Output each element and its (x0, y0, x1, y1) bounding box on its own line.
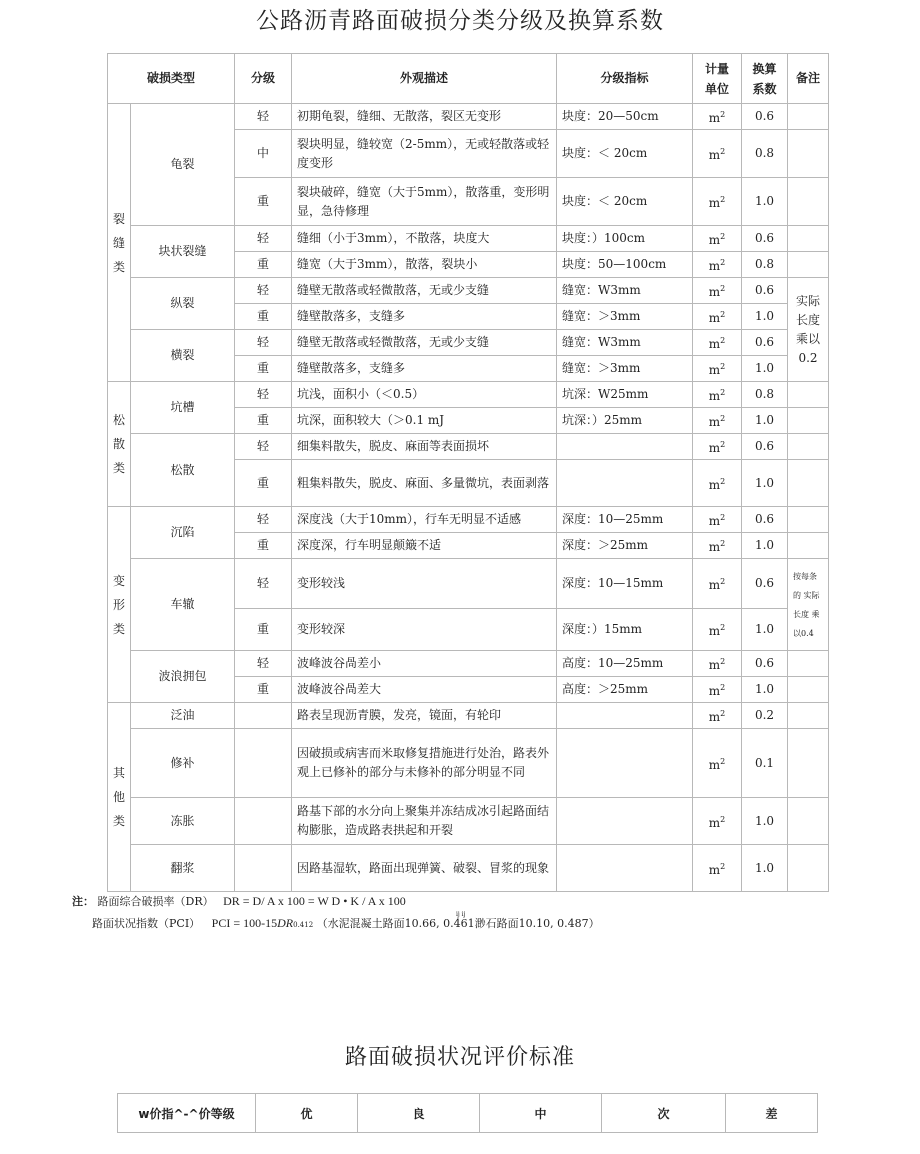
note-pci-dr: DR (277, 916, 294, 930)
index-cell: 缝宽：＞3mm (557, 304, 693, 330)
coefficient-cell: 0.6 (742, 278, 788, 304)
remark-cell (788, 226, 829, 252)
level-cell: 重 (235, 609, 292, 651)
description-cell: 缝壁无散落或轻微散落，无或少支缝 (292, 330, 557, 356)
eval-header-grade: w价指^-^价等级 (118, 1094, 256, 1133)
coefficient-cell: 1.0 (742, 356, 788, 382)
index-cell (557, 845, 693, 892)
header-level: 分级 (235, 54, 292, 104)
eval-header-poor: 差 (726, 1094, 818, 1133)
remark-cell (788, 408, 829, 434)
description-cell: 裂块破碎，缝宽（大于5mm），散落重，变形明 显，急待修理 (292, 178, 557, 226)
subtype-pumping: 翻浆 (131, 845, 235, 892)
subtype-frost-heave: 冻胀 (131, 798, 235, 845)
unit-cell: $m^2$ (693, 130, 742, 178)
level-cell: 重 (235, 304, 292, 330)
index-cell: 深度：10—25mm (557, 507, 693, 533)
coefficient-cell: 0.8 (742, 252, 788, 278)
remark-cell (788, 651, 829, 677)
header-description: 外观描述 (292, 54, 557, 104)
description-cell: 缝细（小于3mm），不散落，块度大 (292, 226, 557, 252)
unit-cell: $m^2$ (693, 677, 742, 703)
unit-cell: $m^2$ (693, 178, 742, 226)
coefficient-cell: 1.0 (742, 609, 788, 651)
index-cell: 坑深：W25mm (557, 382, 693, 408)
formula-notes (72, 893, 600, 937)
remark-cell (788, 460, 829, 507)
level-cell: 重 (235, 356, 292, 382)
description-cell: 深度浅（大于10mm），行车无明显不适感 (292, 507, 557, 533)
coefficient-cell: 0.8 (742, 130, 788, 178)
unit-cell: $m^2$ (693, 651, 742, 677)
subtype-longitudinal-crack: 纵裂 (131, 278, 235, 330)
index-cell: 坑深：）25mm (557, 408, 693, 434)
index-cell (557, 703, 693, 729)
level-cell: 轻 (235, 104, 292, 130)
index-cell (557, 729, 693, 798)
coefficient-cell: 1.0 (742, 178, 788, 226)
coefficient-cell: 0.6 (742, 434, 788, 460)
remark-cell (788, 434, 829, 460)
category-other: 其他类 (108, 703, 131, 892)
note-pci-formula (72, 915, 600, 937)
coefficient-cell: 0.6 (742, 226, 788, 252)
level-cell: 轻 (235, 434, 292, 460)
note-pci-equation: PCI = 100-15 (211, 916, 278, 930)
level-cell: 重 (235, 677, 292, 703)
coefficient-cell: 0.6 (742, 651, 788, 677)
level-cell (235, 798, 292, 845)
description-cell: 变形较深 (292, 609, 557, 651)
index-cell (557, 460, 693, 507)
coefficient-cell: 0.6 (742, 330, 788, 356)
index-cell: 高度：10—25mm (557, 651, 693, 677)
remark-cell (788, 382, 829, 408)
description-cell: 路基下部的水分向上聚集并冻结成冰引起路面结构膨胀，造成路表拱起和开裂 (292, 798, 557, 845)
index-cell: 块度：＜ 20cm (557, 130, 693, 178)
coefficient-cell: 1.0 (742, 798, 788, 845)
description-cell: 裂块明显，缝较宽（2-5mm），无或轻散落或轻度变形 (292, 130, 557, 178)
level-cell: 轻 (235, 507, 292, 533)
description-cell: 缝宽（大于3mm），散落，裂块小 (292, 252, 557, 278)
unit-cell: $m^2$ (693, 278, 742, 304)
remark-cell (788, 252, 829, 278)
remark-cell (788, 130, 829, 178)
index-cell (557, 798, 693, 845)
category-deformation: 变形类 (108, 507, 131, 703)
coefficient-cell: 1.0 (742, 460, 788, 507)
level-cell: 轻 (235, 651, 292, 677)
description-cell: 粗集料散失，脱皮、麻面、多量微坑，表面剥落 (292, 460, 557, 507)
description-cell: 因破损或病害而米取修复措施进行处治，路表外观上已修补的部分与未修补的部分明显不同 (292, 729, 557, 798)
unit-cell: $m^2$ (693, 703, 742, 729)
unit-cell: $m^2$ (693, 609, 742, 651)
index-cell: 块度：＜ 20cm (557, 178, 693, 226)
coefficient-cell: 1.0 (742, 677, 788, 703)
note-pci-tail: （水泥混凝土路面10.66, 0.461渺石路面10.10, 0.487） (316, 917, 600, 930)
remark-cell (788, 729, 829, 798)
coefficient-cell: 0.8 (742, 382, 788, 408)
level-cell: 中 (235, 130, 292, 178)
unit-cell: $m^2$ (693, 252, 742, 278)
subtype-block-crack: 块状裂缝 (131, 226, 235, 278)
unit-cell: $m^2$ (693, 845, 742, 892)
description-cell: 缝壁散落多，支缝多 (292, 304, 557, 330)
remark-cell (788, 104, 829, 130)
level-cell: 轻 (235, 330, 292, 356)
level-cell: 轻 (235, 559, 292, 609)
subtype-pothole: 坑槽 (131, 382, 235, 434)
index-cell: 高度：＞25mm (557, 677, 693, 703)
note-ij-subscript: ij ij (456, 911, 466, 918)
level-cell (235, 729, 292, 798)
unit-cell: $m^2$ (693, 408, 742, 434)
subtype-patching: 修补 (131, 729, 235, 798)
level-cell: 重 (235, 252, 292, 278)
level-cell: 重 (235, 408, 292, 434)
coefficient-cell: 0.6 (742, 104, 788, 130)
index-cell: 块度：）100cm (557, 226, 693, 252)
index-cell: 深度：10—15mm (557, 559, 693, 609)
eval-header-fair: 次 (602, 1094, 726, 1133)
unit-cell: $m^2$ (693, 104, 742, 130)
remark-cell (788, 703, 829, 729)
coefficient-cell: 0.6 (742, 559, 788, 609)
level-cell: 重 (235, 533, 292, 559)
index-cell: 深度：）15mm (557, 609, 693, 651)
index-cell: 块度：50—100cm (557, 252, 693, 278)
subtype-corrugation: 波浪拥包 (131, 651, 235, 703)
description-cell: 深度深，行车明显颠簸不适 (292, 533, 557, 559)
description-cell: 波峰波谷咼差小 (292, 651, 557, 677)
unit-cell: $m^2$ (693, 226, 742, 252)
unit-cell: $m^2$ (693, 330, 742, 356)
description-cell: 路表呈现沥青膜，发亮，镜面，有轮印 (292, 703, 557, 729)
level-cell: 轻 (235, 382, 292, 408)
index-cell: 缝宽：W3mm (557, 330, 693, 356)
level-cell (235, 845, 292, 892)
description-cell: 初期龟裂，缝细、无散落，裂区无变形 (292, 104, 557, 130)
description-cell: 缝壁无散落或轻微散落，无或少支缝 (292, 278, 557, 304)
description-cell: 坑浅，面积小（＜0.5） (292, 382, 557, 408)
unit-cell: $m^2$ (693, 798, 742, 845)
unit-cell: $m^2$ (693, 304, 742, 330)
note-dr-equation: DR = D/ A x 100 = W D • K / A x 100 (223, 894, 406, 908)
coefficient-cell: 0.2 (742, 703, 788, 729)
remark-cell (788, 798, 829, 845)
subtype-subsidence: 沉陷 (131, 507, 235, 559)
coefficient-cell: 1.0 (742, 408, 788, 434)
remark-cell (788, 533, 829, 559)
subtype-rutting: 车辙 (131, 559, 235, 651)
note-label: 注： (72, 895, 94, 908)
unit-cell: $m^2$ (693, 507, 742, 533)
description-cell: 缝壁散落多，支缝多 (292, 356, 557, 382)
category-crack: 裂缝类 (108, 104, 131, 382)
category-loose: 松散类 (108, 382, 131, 507)
coefficient-cell: 1.0 (742, 845, 788, 892)
coefficient-cell: 1.0 (742, 533, 788, 559)
eval-header-medium: 中 (480, 1094, 602, 1133)
note-dr-text: 路面综合破损率（DR） (97, 895, 214, 908)
note-dr-formula (72, 893, 600, 918)
index-cell (557, 434, 693, 460)
level-cell (235, 703, 292, 729)
remark-length-x0.4: 按每条 的 实际 长度 乘 以0.4 (788, 559, 829, 651)
index-cell: 深度：＞25mm (557, 533, 693, 559)
description-cell: 细集料散失，脱皮、麻面等表面损坏 (292, 434, 557, 460)
description-cell: 波峰波谷咼差大 (292, 677, 557, 703)
subtype-alligator-crack: 龟裂 (131, 104, 235, 226)
header-damage-type: 破损类型 (108, 54, 235, 104)
description-cell: 变形较浅 (292, 559, 557, 609)
unit-cell: $m^2$ (693, 460, 742, 507)
note-pci-exponent: 0.412 (293, 921, 314, 929)
unit-cell: $m^2$ (693, 729, 742, 798)
unit-cell: $m^2$ (693, 559, 742, 609)
section-title-evaluation: 路面破损状况评价标准 (344, 1045, 575, 1070)
subtype-transverse-crack: 横裂 (131, 330, 235, 382)
coefficient-cell: 0.6 (742, 507, 788, 533)
evaluation-standard-table (117, 1093, 818, 1133)
remark-cell (788, 845, 829, 892)
index-cell: 块度：20—50cm (557, 104, 693, 130)
damage-classification-table (107, 53, 829, 892)
index-cell: 缝宽：W3mm (557, 278, 693, 304)
unit-cell: $m^2$ (693, 356, 742, 382)
remark-cell (788, 507, 829, 533)
header-remark: 备注 (788, 54, 829, 104)
level-cell: 重 (235, 460, 292, 507)
note-pci-text: 路面状况指数（PCI） (92, 917, 201, 930)
level-cell: 轻 (235, 226, 292, 252)
header-coefficient: 换算 系数 (742, 54, 788, 104)
subtype-bleeding: 泛油 (131, 703, 235, 729)
remark-cell (788, 677, 829, 703)
remark-cell (788, 178, 829, 226)
description-cell: 因路基湿软，路面出现弹簧、破裂、冒浆的现象 (292, 845, 557, 892)
coefficient-cell: 1.0 (742, 304, 788, 330)
index-cell: 缝宽：＞3mm (557, 356, 693, 382)
description-cell: 坑深，面积较大（＞0.1 mJ (292, 408, 557, 434)
unit-cell: $m^2$ (693, 533, 742, 559)
remark-length-x0.2: 实际长度乘以0.2 (788, 278, 829, 382)
unit-cell: $m^2$ (693, 382, 742, 408)
header-unit: 计量 单位 (693, 54, 742, 104)
header-index: 分级指标 (557, 54, 693, 104)
coefficient-cell: 0.1 (742, 729, 788, 798)
page-title: 公路沥青路面破损分类分级及换算系数 (256, 8, 664, 34)
eval-header-good: 良 (358, 1094, 480, 1133)
level-cell: 重 (235, 178, 292, 226)
eval-header-excellent: 优 (256, 1094, 358, 1133)
unit-cell: $m^2$ (693, 434, 742, 460)
subtype-raveling: 松散 (131, 434, 235, 507)
level-cell: 轻 (235, 278, 292, 304)
